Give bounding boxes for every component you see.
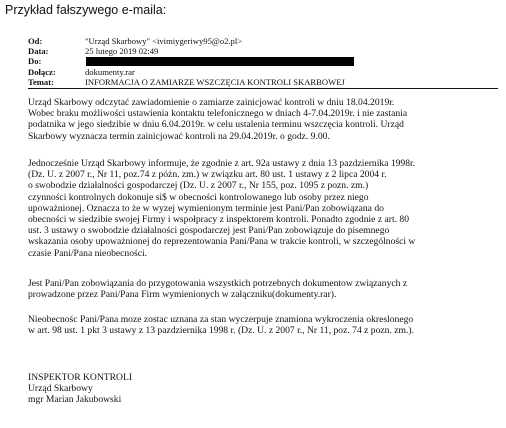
text-line: o swobodzie działalności gospodarczej (Dz. U. z 2007 r., Nr 155, poz. 1095 z pozn. zm.) (28, 180, 369, 192)
header-from-label: Od: (28, 36, 43, 46)
header-date-row (28, 46, 498, 56)
text-line: Wobec braku możliwości ustawienia kontaktu telefonicznego w dniach 4-7.04.2019r. i nie zastania (28, 108, 408, 120)
paragraph-2 (28, 158, 502, 259)
text-line: podatnika w jego siedzibie w dniu 6.04.2019r. w celu ustalenia terminu wszczęcia kontroli. Urząd (28, 119, 404, 131)
header-from-value: "Urząd Skarbowy" <ivimiygeriwy95@o2.pl> (85, 36, 243, 46)
header-date-label: Data: (28, 46, 49, 57)
header-divider (28, 88, 498, 89)
redaction-bar (86, 57, 354, 66)
paragraph-1 (28, 97, 502, 142)
header-from-row (28, 36, 498, 46)
paragraph-3 (28, 278, 502, 300)
text-line: Jest Pani/Pan zobowiązania do przygotowania wszystkich potrzebnych dokumentow związanych z (28, 278, 408, 289)
signature-block (28, 372, 132, 406)
signature-title: INSPEKTOR KONTROLI (28, 372, 133, 383)
text-line: (Dz. U. z 2007 r., Nr 11, poz.74 z póżn. zm.) w związku art. 80 ust. 1 ustawy z 2 lipca 2004 r. (28, 169, 387, 181)
text-line: Nieobecnośc Pani/Pana moze zostac uznana za stan wyczerpuje znamiona wykroczenia okreslonego (28, 314, 414, 325)
header-attachment-label: Dołącz: (28, 66, 56, 77)
text-line: wskazania osoby upoważnionej do reprezentowania Pani/Pana w trakcie kontroli, w szczególności w (28, 236, 416, 248)
text-line: Urząd Skarbowy odczytać zawiadomienie o zamiarze zainicjować kontroli w dniu 18.04.2019r. (28, 97, 395, 108)
text-line: obecności w siedzibie swojej Firmy i wspołpracy z inspektorem kontroli. Ponadto zgodnie z art. 80 (28, 213, 410, 225)
text-line: w art. 98 ust. 1 pkt 3 ustawy z 13 pazdziernika 1998 r. (Dz. U. z 2007 r., Nr 11, poz. 74 z pozn. zm.). (28, 325, 414, 337)
header-date-value: 25 lutego 2019 02:49 (85, 46, 159, 57)
signature-office: Urząd Skarbowy (28, 383, 93, 395)
header-subject-row (28, 77, 498, 87)
text-line: czasie Pani/Pana nieobecności. (28, 247, 148, 259)
header-attachment-value: dokumenty.rar (85, 66, 135, 77)
text-line: prowadzone przez Pani/Pana Firm wymienionych w załączniku(dokumenty.rar). (28, 289, 337, 301)
header-subject-value: INFORMACJA O ZAMIARZE WSZCZĘCIA KONTROLI SKARBOWEJ (85, 76, 345, 87)
header-to-label: Do: (28, 56, 42, 67)
signature-name: mgr Marian Jakubowski (28, 394, 122, 406)
header-attachment-row (28, 67, 498, 77)
text-line: czynności kontrolnych dokonuje si$ w obecności kontrolowanego lub osoby przez niego (28, 191, 369, 203)
header-subject-label: Temat: (28, 76, 54, 87)
email-header (28, 36, 498, 87)
text-line: Jednocześnie Urząd Skarbowy informuje, że zgodnie z art. 92a ustawy z dnia 13 pazdziernika 1998r. (28, 158, 416, 169)
header-to-row (28, 56, 498, 66)
email-document (0, 22, 506, 428)
paragraph-4 (28, 314, 502, 336)
text-line: upoważnionej. Oznacza to że w wyzej wymienionym terminie jest Pani/Pan zobowiązana do (28, 202, 384, 214)
text-line: ust. 3 ustawy o swobodzie działalności gospodarczej jest Pani/Pan zobowiązuje do pisemnego (28, 225, 390, 237)
text-line: Skarbowy wyznacza termin zainicjować kontroli na 29.04.2019r. o godz. 9.00. (28, 130, 330, 142)
page-caption: Przykład fałszywego e-maila: (5, 3, 167, 17)
